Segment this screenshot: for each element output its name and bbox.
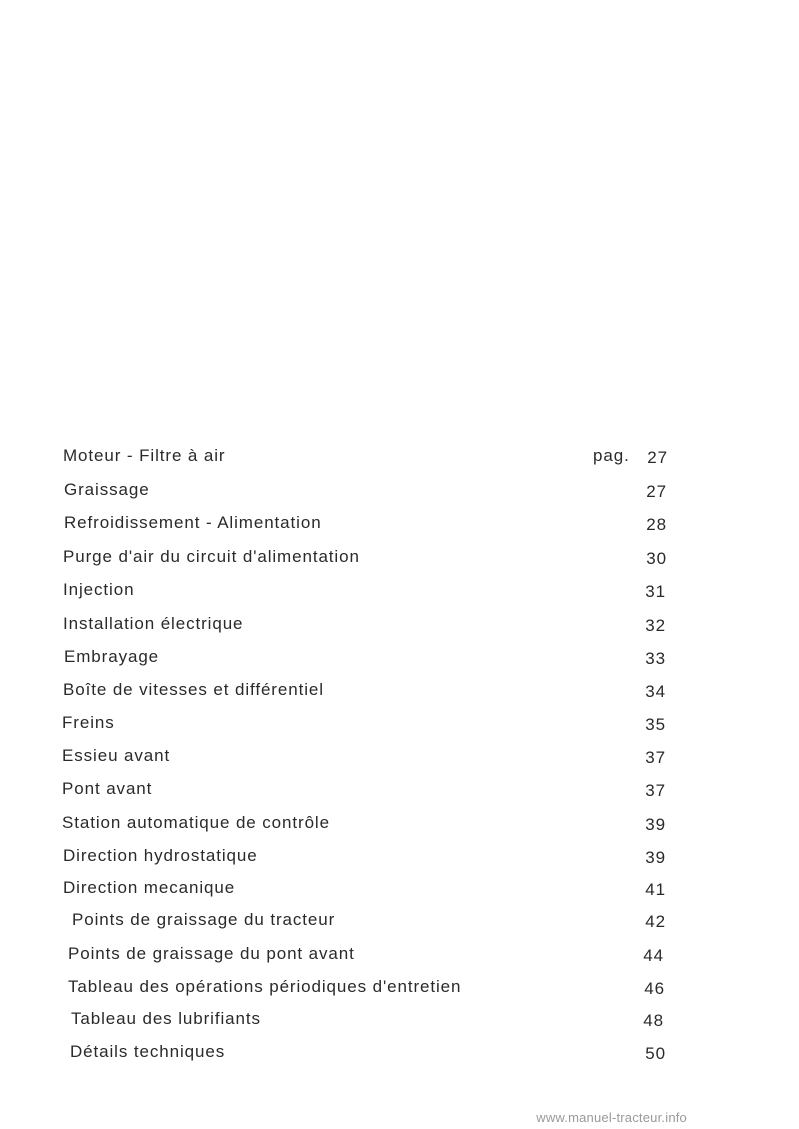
toc-entry <box>0 977 799 1005</box>
toc-entry-page: 27 <box>647 448 668 467</box>
toc-entry-page: 37 <box>645 748 666 767</box>
toc-entry-page: 39 <box>645 848 666 867</box>
toc-entry-page: 30 <box>646 549 667 568</box>
toc-entry <box>0 647 799 675</box>
toc-entry <box>0 878 799 906</box>
toc-entry-page: 31 <box>645 582 666 601</box>
toc-pag-label: pag. <box>593 446 630 465</box>
toc-entry-page: 35 <box>645 715 666 734</box>
toc-entry-page: 44 <box>643 946 664 965</box>
toc-entry-title: Points de graissage du pont avant <box>68 944 355 963</box>
toc-entry-title: Moteur - Filtre à air <box>63 446 226 465</box>
toc-entry <box>0 813 799 841</box>
toc-entry-page: 33 <box>645 649 666 668</box>
toc-entry-title: Embrayage <box>64 647 160 666</box>
toc-entry <box>0 746 799 774</box>
toc-entry-title: Installation électrique <box>63 614 244 633</box>
footer-watermark: www.manuel-tracteur.info <box>536 1110 687 1125</box>
toc-entry <box>0 680 799 708</box>
toc-entry-page: 37 <box>645 781 666 800</box>
toc-entry <box>0 1009 799 1037</box>
toc-entry <box>0 846 799 874</box>
toc-entry-page: 48 <box>643 1011 664 1030</box>
toc-entry-title: Tableau des lubrifiants <box>71 1009 261 1028</box>
toc-entry <box>0 779 799 807</box>
toc-entry-page: 34 <box>645 682 666 701</box>
toc-entry-page: 50 <box>645 1044 666 1063</box>
toc-entry-title: Tableau des opérations périodiques d'entretien <box>68 977 462 996</box>
toc-entry <box>0 547 799 575</box>
toc-entry-title: Refroidissement - Alimentation <box>64 513 322 532</box>
toc-entry-title: Injection <box>63 580 135 599</box>
toc-entry-title: Purge d'air du circuit d'alimentation <box>63 547 360 566</box>
toc-entry-page: 32 <box>645 616 666 635</box>
toc-entry <box>0 513 799 541</box>
toc-entry <box>0 910 799 938</box>
toc-entry-title: Points de graissage du tracteur <box>72 910 336 929</box>
toc-entry-title: Direction hydrostatique <box>63 846 258 865</box>
toc-entry-title: Freins <box>62 713 115 732</box>
toc-entry <box>0 580 799 608</box>
toc-entry-page: 46 <box>644 979 665 998</box>
toc-entry-title: Direction mecanique <box>63 878 236 897</box>
toc-entry-title: Graissage <box>64 480 150 499</box>
toc-entry-title: Pont avant <box>62 779 153 798</box>
toc-entry-title: Essieu avant <box>62 746 171 765</box>
toc-entry-page: 27 <box>646 482 667 501</box>
toc-entry-title: Détails techniques <box>70 1042 226 1061</box>
toc-entry <box>0 446 799 474</box>
toc-entry-page: 28 <box>646 515 667 534</box>
toc-entry-page: 39 <box>645 815 666 834</box>
toc-entry <box>0 713 799 741</box>
toc-entry <box>0 944 799 972</box>
toc-entry-title: Boîte de vitesses et différentiel <box>63 680 324 699</box>
toc-entry <box>0 1042 799 1070</box>
toc-entry-title: Station automatique de contrôle <box>62 813 330 832</box>
toc-entry <box>0 480 799 508</box>
toc-entry <box>0 614 799 642</box>
toc-entry-page: 41 <box>645 880 666 899</box>
toc-entry-page: 42 <box>645 912 666 931</box>
